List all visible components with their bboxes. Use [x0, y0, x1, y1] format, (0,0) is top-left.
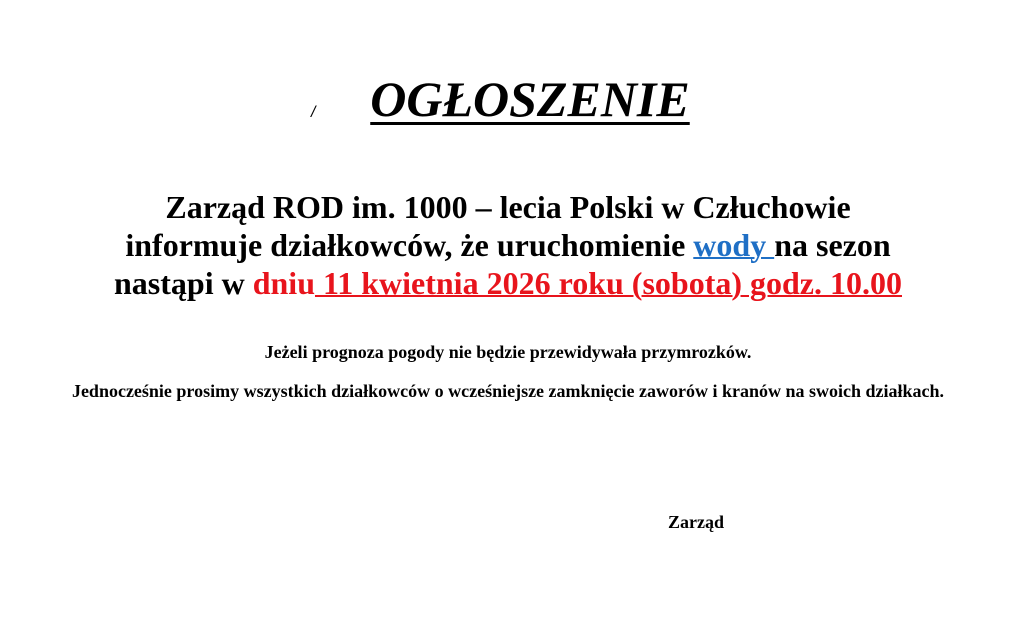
announcement-title: [0, 70, 1024, 128]
main-line-3: [0, 264, 1016, 302]
main-line-2-start: informuje działkowców, że uruchomienie: [125, 227, 694, 263]
stray-mark: /: [311, 104, 316, 121]
main-line-3-start: nastąpi w: [114, 265, 253, 301]
water-highlight: wody: [693, 227, 775, 263]
weather-note: Jeżeli prognoza pogody nie będzie przewidywała przymrozków.: [264, 342, 752, 362]
valves-request: Jednocześnie prosimy wszystkich działkowców o wcześniejsze zamknięcie zaworów i kranów na swoich działkach.: [71, 381, 945, 401]
date-label: dniu: [252, 265, 315, 301]
date-value: 11 kwietnia 2026 roku (sobota) godz. 10.00: [314, 265, 902, 301]
signature: Zarząd: [668, 512, 724, 532]
title-text: OGŁOSZENIE: [370, 71, 690, 127]
main-line-2-end: na sezon: [774, 227, 891, 263]
main-announcement-text: [0, 188, 1016, 302]
main-line-2: [0, 226, 1016, 264]
main-line-1: Zarząd ROD im. 1000 – lecia Polski w Człuchowie: [165, 189, 851, 225]
